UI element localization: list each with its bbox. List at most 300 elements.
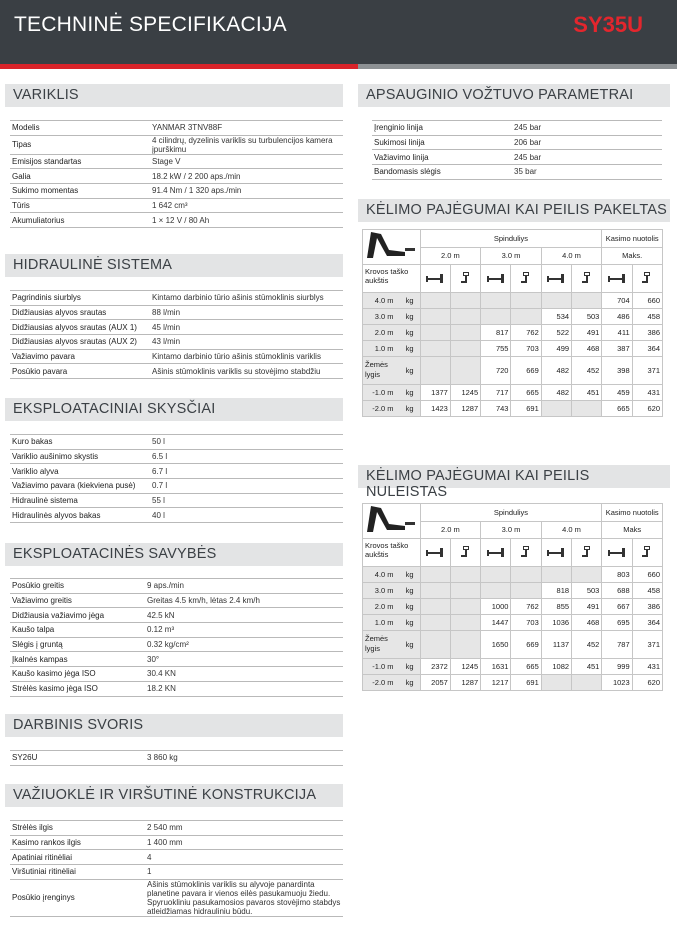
spec-label: Sukimo momentas bbox=[10, 184, 150, 199]
height-value: -2.0 m bbox=[372, 404, 394, 413]
table-row bbox=[363, 631, 663, 659]
icon-cell bbox=[632, 265, 662, 293]
value-cell bbox=[541, 293, 571, 309]
icon-cell bbox=[541, 539, 571, 567]
header-row bbox=[363, 504, 663, 522]
value-cell bbox=[450, 357, 480, 385]
height-label bbox=[363, 599, 421, 615]
spec-label: Važiavimo linija bbox=[372, 150, 512, 165]
icon-cell bbox=[481, 265, 511, 293]
value-cell: 1217 bbox=[481, 675, 511, 691]
icon-cell bbox=[602, 265, 632, 293]
value-cell: 491 bbox=[572, 325, 602, 341]
value-cell: 703 bbox=[511, 341, 541, 357]
value-cell bbox=[541, 401, 571, 417]
model-name: SY35U bbox=[573, 12, 643, 37]
table-row bbox=[363, 385, 663, 401]
height-value: -1.0 m bbox=[372, 388, 394, 397]
height-label bbox=[363, 631, 421, 659]
value-cell: 534 bbox=[541, 309, 571, 325]
spec-value: 1 bbox=[145, 865, 343, 880]
unit-label: kg bbox=[405, 570, 414, 579]
unit-label: kg bbox=[405, 328, 414, 337]
value-cell: 762 bbox=[511, 599, 541, 615]
value-cell: 1023 bbox=[602, 675, 632, 691]
height-label bbox=[363, 357, 421, 385]
section-title-pakeltas: KĖLIMO PAJĖGUMAI KAI PEILIS PAKELTAS bbox=[358, 199, 670, 222]
value-cell: 503 bbox=[572, 583, 602, 599]
value-cell: 468 bbox=[572, 615, 602, 631]
height-value: Žemės lygis bbox=[365, 634, 388, 653]
height-label bbox=[363, 385, 421, 401]
spec-row bbox=[10, 879, 343, 916]
section-title-variklis: VARIKLIS bbox=[5, 84, 343, 107]
spec-row bbox=[10, 493, 343, 508]
table-row bbox=[363, 599, 663, 615]
unit-label: kg bbox=[405, 618, 414, 627]
lift-capacity-lowered-table bbox=[362, 503, 663, 691]
side-load-icon bbox=[485, 546, 507, 558]
value-cell: 2372 bbox=[420, 659, 450, 675]
height-value: -1.0 m bbox=[372, 662, 394, 671]
spec-row bbox=[10, 364, 343, 379]
spec-value: Ašinis stūmoklinis variklis su alyvoje panardinta planetine pavara ir vienos eilės pasukamuoju žiedu. Spyruokliniu pasukamosios pavaros stovėjimo stabdys atleidžiamas hidrauliniu būdu. bbox=[145, 879, 343, 916]
value-cell bbox=[450, 293, 480, 309]
value-cell bbox=[511, 583, 541, 599]
value-cell: 1245 bbox=[450, 385, 480, 401]
spec-row bbox=[10, 623, 343, 638]
height-label bbox=[363, 325, 421, 341]
spec-row bbox=[372, 165, 662, 180]
value-cell: 1423 bbox=[420, 401, 450, 417]
unit-label: kg bbox=[405, 602, 414, 611]
side-load-icon bbox=[424, 272, 446, 284]
spec-value: 6.7 l bbox=[150, 464, 343, 479]
reach-header: Kasimo nuotolis bbox=[602, 504, 663, 522]
max-reach: Maks. bbox=[602, 247, 663, 265]
spec-value: 1 642 cm³ bbox=[150, 198, 343, 213]
spec-value: 43 l/min bbox=[150, 335, 343, 350]
value-cell bbox=[572, 401, 602, 417]
table-row bbox=[363, 309, 663, 325]
vozuvas-table bbox=[372, 120, 662, 180]
spec-value: 206 bar bbox=[512, 135, 662, 150]
value-cell: 691 bbox=[511, 675, 541, 691]
value-cell: 1082 bbox=[541, 659, 571, 675]
spec-value: 42.5 kN bbox=[145, 608, 343, 623]
front-load-icon bbox=[455, 546, 477, 558]
variklis-table bbox=[10, 120, 343, 228]
spec-row bbox=[10, 850, 343, 865]
value-cell: 1245 bbox=[450, 659, 480, 675]
value-cell: 451 bbox=[572, 659, 602, 675]
spec-value: 18.2 KN bbox=[145, 681, 343, 696]
spec-row bbox=[10, 320, 343, 335]
header-row bbox=[363, 265, 663, 293]
spec-label: Emisijos standartas bbox=[10, 154, 150, 169]
value-cell bbox=[481, 583, 511, 599]
header-bar bbox=[0, 0, 677, 64]
spec-label: Pagrindinis siurblys bbox=[10, 291, 150, 306]
value-cell: 386 bbox=[632, 599, 662, 615]
value-cell: 387 bbox=[602, 341, 632, 357]
spec-label: Hidraulinės alyvos bakas bbox=[10, 508, 150, 523]
icon-cell bbox=[450, 265, 480, 293]
value-cell bbox=[511, 309, 541, 325]
red-accent-bar bbox=[0, 64, 358, 69]
icon-cell bbox=[450, 539, 480, 567]
value-cell: 703 bbox=[511, 615, 541, 631]
value-cell: 468 bbox=[572, 341, 602, 357]
spec-label: Variklio aušinimo skystis bbox=[10, 449, 150, 464]
value-cell: 665 bbox=[602, 401, 632, 417]
spec-row bbox=[10, 464, 343, 479]
value-cell bbox=[572, 293, 602, 309]
value-cell: 1137 bbox=[541, 631, 571, 659]
side-load-icon bbox=[606, 546, 628, 558]
spec-label: Įrenginio linija bbox=[372, 121, 512, 136]
value-cell: 620 bbox=[632, 401, 662, 417]
value-cell bbox=[420, 567, 450, 583]
spec-row bbox=[10, 121, 343, 136]
spec-label: Didžiausia važiavimo jėga bbox=[10, 608, 145, 623]
reach-header: Kasimo nuotolis bbox=[602, 230, 663, 248]
spec-value: 2 540 mm bbox=[145, 821, 343, 836]
spec-value: 4 bbox=[145, 850, 343, 865]
icon-cell bbox=[632, 539, 662, 567]
value-cell: 452 bbox=[572, 631, 602, 659]
table-row bbox=[363, 567, 663, 583]
value-cell bbox=[481, 309, 511, 325]
value-cell: 458 bbox=[632, 583, 662, 599]
icon-cell bbox=[481, 539, 511, 567]
spec-row bbox=[10, 305, 343, 320]
value-cell bbox=[450, 583, 480, 599]
front-load-icon bbox=[515, 546, 537, 558]
height-label bbox=[363, 567, 421, 583]
value-cell bbox=[420, 341, 450, 357]
height-value: 1.0 m bbox=[374, 618, 394, 627]
value-cell: 660 bbox=[632, 567, 662, 583]
value-cell: 743 bbox=[481, 401, 511, 417]
spec-label: Strėlės ilgis bbox=[10, 821, 145, 836]
table-row bbox=[363, 293, 663, 309]
radius-4m: 4.0 m bbox=[541, 247, 602, 265]
load-height-label: Krovos taško aukštis bbox=[363, 265, 421, 293]
table-row bbox=[363, 341, 663, 357]
spec-value: 0.32 kg/cm² bbox=[145, 637, 343, 652]
spec-value: Greitas 4.5 km/h, lėtas 2.4 km/h bbox=[145, 593, 343, 608]
value-cell: 364 bbox=[632, 341, 662, 357]
value-cell: 717 bbox=[481, 385, 511, 401]
value-cell: 1287 bbox=[450, 675, 480, 691]
spec-row bbox=[10, 135, 343, 154]
spec-label: Didžiausias alyvos srautas (AUX 1) bbox=[10, 320, 150, 335]
value-cell bbox=[450, 631, 480, 659]
value-cell bbox=[420, 583, 450, 599]
vaziuokle-table bbox=[10, 820, 343, 917]
section-title-hidraulika: HIDRAULINĖ SISTEMA bbox=[5, 254, 343, 277]
spec-row bbox=[10, 608, 343, 623]
value-cell: 620 bbox=[632, 675, 662, 691]
spec-row bbox=[372, 150, 662, 165]
spec-label: Galia bbox=[10, 169, 150, 184]
spec-value: 30° bbox=[145, 652, 343, 667]
radius-3m: 3.0 m bbox=[481, 521, 542, 539]
spec-label: Slėgis į gruntą bbox=[10, 637, 145, 652]
unit-label: kg bbox=[405, 366, 414, 375]
value-cell bbox=[420, 309, 450, 325]
value-cell: 452 bbox=[572, 357, 602, 385]
value-cell bbox=[420, 599, 450, 615]
value-cell: 459 bbox=[602, 385, 632, 401]
side-load-icon bbox=[485, 272, 507, 284]
spec-row bbox=[10, 579, 343, 594]
side-load-icon bbox=[545, 272, 567, 284]
value-cell: 371 bbox=[632, 631, 662, 659]
table-row bbox=[363, 357, 663, 385]
spec-row bbox=[10, 435, 343, 450]
height-value: 4.0 m bbox=[374, 296, 394, 305]
height-value: Žemės lygis bbox=[365, 360, 388, 379]
spec-value: 6.5 l bbox=[150, 449, 343, 464]
spec-label: Posūkio pavara bbox=[10, 364, 150, 379]
value-cell: 817 bbox=[481, 325, 511, 341]
spec-row bbox=[10, 667, 343, 682]
value-cell: 1377 bbox=[420, 385, 450, 401]
lift-capacity-raised-table bbox=[362, 229, 663, 417]
section-title-svoris: DARBINIS SVORIS bbox=[5, 714, 343, 737]
value-cell bbox=[420, 631, 450, 659]
spec-value: Stage V bbox=[150, 154, 343, 169]
icon-cell bbox=[602, 539, 632, 567]
value-cell: 503 bbox=[572, 309, 602, 325]
spec-label: Variklio alyva bbox=[10, 464, 150, 479]
spec-label: Bandomasis slėgis bbox=[372, 165, 512, 180]
value-cell: 855 bbox=[541, 599, 571, 615]
value-cell bbox=[511, 567, 541, 583]
value-cell: 720 bbox=[481, 357, 511, 385]
height-value: 3.0 m bbox=[374, 312, 394, 321]
value-cell: 704 bbox=[602, 293, 632, 309]
height-value: 2.0 m bbox=[374, 328, 394, 337]
unit-label: kg bbox=[405, 640, 414, 649]
spec-label: Važiavimo pavara (kiekviena pusė) bbox=[10, 479, 150, 494]
spec-label: Kaušo talpa bbox=[10, 623, 145, 638]
value-cell: 665 bbox=[511, 659, 541, 675]
spec-value: 0.12 m³ bbox=[145, 623, 343, 638]
value-cell bbox=[481, 293, 511, 309]
spec-label: Didžiausias alyvos srautas (AUX 2) bbox=[10, 335, 150, 350]
spec-label: Tūris bbox=[10, 198, 150, 213]
hidraulika-table bbox=[10, 290, 343, 379]
spec-row bbox=[10, 751, 343, 766]
spec-row bbox=[10, 213, 343, 228]
spec-value: 35 bar bbox=[512, 165, 662, 180]
max-reach: Maks bbox=[602, 521, 663, 539]
spec-value: Kintamo darbinio tūrio ašinis stūmoklinis variklis bbox=[150, 349, 343, 364]
value-cell bbox=[572, 675, 602, 691]
table-row bbox=[363, 675, 663, 691]
front-load-icon bbox=[636, 546, 658, 558]
spec-row bbox=[372, 121, 662, 136]
value-cell bbox=[541, 675, 571, 691]
spec-value: 91.4 Nm / 1 320 aps./min bbox=[150, 184, 343, 199]
spec-value: 30.4 KN bbox=[145, 667, 343, 682]
unit-label: kg bbox=[405, 678, 414, 687]
lift-capacity-grid bbox=[362, 503, 663, 691]
unit-label: kg bbox=[405, 312, 414, 321]
radius-header: Spinduliys bbox=[420, 504, 602, 522]
table-row bbox=[363, 659, 663, 675]
front-load-icon bbox=[576, 546, 598, 558]
value-cell: 371 bbox=[632, 357, 662, 385]
value-cell: 665 bbox=[511, 385, 541, 401]
value-cell: 491 bbox=[572, 599, 602, 615]
value-cell: 762 bbox=[511, 325, 541, 341]
value-cell: 431 bbox=[632, 659, 662, 675]
value-cell: 1447 bbox=[481, 615, 511, 631]
value-cell: 1631 bbox=[481, 659, 511, 675]
icon-cell bbox=[420, 539, 450, 567]
table-row bbox=[363, 401, 663, 417]
value-cell bbox=[420, 615, 450, 631]
spec-row bbox=[10, 184, 343, 199]
spec-label: Sukimosi linija bbox=[372, 135, 512, 150]
spec-label: Didžiausias alyvos srautas bbox=[10, 305, 150, 320]
spec-row bbox=[10, 652, 343, 667]
icon-cell bbox=[572, 265, 602, 293]
spec-value: 88 l/min bbox=[150, 305, 343, 320]
height-value: 4.0 m bbox=[374, 570, 394, 579]
spec-value: 40 l bbox=[150, 508, 343, 523]
spec-label: SY26U bbox=[10, 751, 145, 766]
spec-value: 1 × 12 V / 80 Ah bbox=[150, 213, 343, 228]
spec-value: 9 aps./min bbox=[145, 579, 343, 594]
grey-accent-bar bbox=[358, 64, 677, 69]
table-row bbox=[363, 615, 663, 631]
value-cell: 669 bbox=[511, 357, 541, 385]
value-cell: 669 bbox=[511, 631, 541, 659]
icon-cell bbox=[511, 265, 541, 293]
section-title-savybes: EKSPLOATACINĖS SAVYBĖS bbox=[5, 543, 343, 566]
load-height-label: Krovos taško aukštis bbox=[363, 539, 421, 567]
value-cell: 411 bbox=[602, 325, 632, 341]
height-label bbox=[363, 309, 421, 325]
spec-row bbox=[10, 479, 343, 494]
unit-label: kg bbox=[405, 404, 414, 413]
section-title-vaziuokle: VAŽIUOKLĖ IR VIRŠUTINĖ KONSTRUKCIJA bbox=[5, 784, 343, 807]
value-cell bbox=[420, 325, 450, 341]
value-cell bbox=[450, 341, 480, 357]
spec-row bbox=[372, 135, 662, 150]
spec-label: Viršutiniai ritinėliai bbox=[10, 865, 145, 880]
spec-value: YANMAR 3TNV88F bbox=[150, 121, 343, 136]
value-cell bbox=[420, 357, 450, 385]
section-title-skysciai: EKSPLOATACINIAI SKYSČIAI bbox=[5, 398, 343, 421]
spec-value: 1 400 mm bbox=[145, 835, 343, 850]
spec-value: 245 bar bbox=[512, 150, 662, 165]
value-cell bbox=[572, 567, 602, 583]
spec-label: Akumuliatorius bbox=[10, 213, 150, 228]
spec-label: Posūkio greitis bbox=[10, 579, 145, 594]
radius-2m: 2.0 m bbox=[420, 521, 481, 539]
value-cell bbox=[450, 615, 480, 631]
spec-label: Kaušo kasimo jėga ISO bbox=[10, 667, 145, 682]
value-cell: 1000 bbox=[481, 599, 511, 615]
value-cell: 660 bbox=[632, 293, 662, 309]
spec-label: Hidraulinė sistema bbox=[10, 493, 150, 508]
spec-row bbox=[10, 681, 343, 696]
unit-label: kg bbox=[405, 586, 414, 595]
spec-value: Ašinis stūmoklinis variklis su stovėjimo stabdžiu bbox=[150, 364, 343, 379]
icon-cell bbox=[572, 539, 602, 567]
value-cell: 1650 bbox=[481, 631, 511, 659]
spec-row bbox=[10, 449, 343, 464]
unit-label: kg bbox=[405, 388, 414, 397]
spec-value: 3 860 kg bbox=[145, 751, 343, 766]
value-cell: 386 bbox=[632, 325, 662, 341]
spec-label: Įkalnės kampas bbox=[10, 652, 145, 667]
icon-cell bbox=[511, 539, 541, 567]
side-load-icon bbox=[424, 546, 446, 558]
spec-row bbox=[10, 865, 343, 880]
value-cell: 486 bbox=[602, 309, 632, 325]
value-cell bbox=[450, 567, 480, 583]
spec-row bbox=[10, 349, 343, 364]
radius-4m: 4.0 m bbox=[541, 521, 602, 539]
value-cell: 482 bbox=[541, 385, 571, 401]
value-cell: 482 bbox=[541, 357, 571, 385]
value-cell: 2057 bbox=[420, 675, 450, 691]
excavator-arm-icon bbox=[365, 504, 417, 536]
value-cell: 688 bbox=[602, 583, 632, 599]
unit-label: kg bbox=[405, 344, 414, 353]
value-cell: 499 bbox=[541, 341, 571, 357]
value-cell: 398 bbox=[602, 357, 632, 385]
front-load-icon bbox=[515, 272, 537, 284]
lift-capacity-grid bbox=[362, 229, 663, 417]
section-title-nuleistas: KĖLIMO PAJĖGUMAI KAI PEILIS NULEISTAS bbox=[358, 465, 670, 488]
spec-label: Važiavimo pavara bbox=[10, 349, 150, 364]
excavator-diagram bbox=[363, 504, 421, 539]
icon-cell bbox=[541, 265, 571, 293]
spec-label: Kuro bakas bbox=[10, 435, 150, 450]
value-cell: 803 bbox=[602, 567, 632, 583]
value-cell: 458 bbox=[632, 309, 662, 325]
spec-value: 245 bar bbox=[512, 121, 662, 136]
spec-row bbox=[10, 291, 343, 306]
spec-value: 4 cilindrų, dyzelinis variklis su turbulencijos kamera įpurškimu bbox=[150, 135, 343, 154]
value-cell: 1287 bbox=[450, 401, 480, 417]
spec-row bbox=[10, 198, 343, 213]
height-value: 1.0 m bbox=[374, 344, 394, 353]
value-cell bbox=[481, 567, 511, 583]
spec-label: Modelis bbox=[10, 121, 150, 136]
spec-row bbox=[10, 508, 343, 523]
spec-row bbox=[10, 593, 343, 608]
spec-row bbox=[10, 821, 343, 836]
value-cell bbox=[450, 325, 480, 341]
value-cell: 695 bbox=[602, 615, 632, 631]
savybes-table bbox=[10, 578, 343, 697]
excavator-arm-icon bbox=[365, 230, 417, 262]
front-load-icon bbox=[576, 272, 598, 284]
value-cell: 999 bbox=[602, 659, 632, 675]
value-cell bbox=[450, 309, 480, 325]
height-value: 3.0 m bbox=[374, 586, 394, 595]
spec-value: 0.7 l bbox=[150, 479, 343, 494]
